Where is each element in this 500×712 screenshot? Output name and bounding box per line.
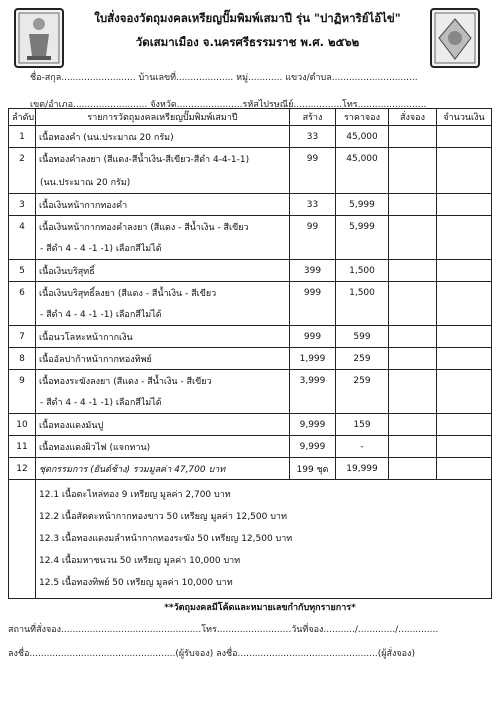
set-items-row: [9, 480, 492, 599]
amount-cell[interactable]: [437, 194, 492, 216]
row-desc: เนื้อเงินหน้ากากทองคำลงยา (สีแดง - สีน้ำเงิน - สีเขียว: [36, 216, 290, 238]
amount-cell[interactable]: [437, 370, 492, 392]
set-item: 12.2 เนื้อสัตตะหน้ากากทองขาว 50 เหรียญ มูลค่า 12,500 บาท: [39, 512, 287, 522]
order-cell[interactable]: [389, 436, 437, 458]
order-cell[interactable]: [389, 194, 437, 216]
col-header-no: ลำดับ: [9, 109, 36, 126]
table-row: [9, 260, 492, 282]
amount-cell[interactable]: [437, 414, 492, 436]
row-qty: 9,999: [290, 436, 336, 458]
row-price: 259: [336, 348, 389, 370]
table-row-continued: [9, 238, 492, 260]
order-cell[interactable]: [389, 348, 437, 370]
row-qty: 199 ชุด: [290, 458, 336, 480]
table-row: [9, 414, 492, 436]
row-no: 7: [9, 326, 36, 348]
order-cell[interactable]: [389, 126, 437, 148]
row-price: 45,000: [336, 126, 389, 148]
amount-cell[interactable]: [437, 458, 492, 480]
table-row: [9, 216, 492, 238]
row-qty: 399: [290, 260, 336, 282]
row-qty: 99: [290, 216, 336, 238]
set-item: 12.1 เนื้อตะไหล่ทอง 9 เหรียญ มูลค่า 2,700 บาท: [39, 490, 231, 500]
table-row: [9, 126, 492, 148]
table-row: [9, 194, 492, 216]
amount-cell[interactable]: [437, 348, 492, 370]
row-price: 5,999: [336, 216, 389, 238]
table-row: [9, 148, 492, 171]
table-row-continued: [9, 171, 492, 194]
amulet-logo-left: [14, 8, 64, 68]
row-no: 9: [9, 370, 36, 392]
row-qty: 99: [290, 148, 336, 171]
order-table: [8, 108, 492, 599]
set-items: [36, 480, 492, 599]
order-cell[interactable]: [389, 370, 437, 392]
row-qty: 33: [290, 126, 336, 148]
amount-cell[interactable]: [437, 260, 492, 282]
row-desc: เนื้อนวโลหะหน้ากากเงิน: [36, 326, 290, 348]
amount-cell[interactable]: [437, 436, 492, 458]
row-no: 8: [9, 348, 36, 370]
table-row: [9, 282, 492, 304]
row-price: 259: [336, 370, 389, 392]
order-cell[interactable]: [389, 414, 437, 436]
row-desc: เนื้อทองแดงผิวไฟ (แจกทาน): [36, 436, 290, 458]
col-header-made: สร้าง: [290, 109, 336, 126]
order-cell[interactable]: [389, 148, 437, 171]
row-qty: 33: [290, 194, 336, 216]
row-price: -: [336, 436, 389, 458]
row-qty: 999: [290, 326, 336, 348]
row-desc: เนื้อเงินบริสุทธิ์: [36, 260, 290, 282]
table-row: [9, 326, 492, 348]
set-item: 12.4 เนื้อมหาชนวน 50 เหรียญ มูลค่า 10,000 บาท: [39, 556, 241, 566]
row-desc: เนื้อเงินบริสุทธิ์ลงยา (สีแดง - สีน้ำเงิน - สีเขียว: [36, 282, 290, 304]
amulet-figure-icon: [16, 10, 62, 66]
col-header-amount: จำนวนเงิน: [437, 109, 492, 126]
row-desc-cont: (นน.ประมาณ 20 กรัม): [36, 171, 290, 194]
table-row-continued: [9, 304, 492, 326]
col-header-item: รายการวัตถุมงคลเหรียญปั๊มพิมพ์เสมาปี: [36, 109, 290, 126]
row-no: 5: [9, 260, 36, 282]
amount-cell[interactable]: [437, 126, 492, 148]
table-header-row: [9, 109, 492, 126]
table-row: [9, 436, 492, 458]
row-desc: เนื้อทองแดงมันปู: [36, 414, 290, 436]
row-qty: 999: [290, 282, 336, 304]
col-header-price: ราคาจอง: [336, 109, 389, 126]
order-cell[interactable]: [389, 282, 437, 304]
table-row-continued: [9, 392, 492, 414]
table-row: [9, 348, 492, 370]
form-line-name-address[interactable]: ชื่อ-สกุล.......................... บ้านเลขที่.................... หมู่............ แขวง/ตำบล..............................: [30, 73, 418, 83]
row-no: 2: [9, 148, 36, 171]
table-row-set: [9, 458, 492, 480]
table-row: [9, 370, 492, 392]
row-qty: 3,999: [290, 370, 336, 392]
row-no: 3: [9, 194, 36, 216]
row-no: 4: [9, 216, 36, 238]
form-line-district-province[interactable]: เขต/อำเภอ.......................... จังหวัด.......................รหัสไปรษณีย์.................โทร........................: [30, 100, 427, 110]
row-no: 11: [9, 436, 36, 458]
col-header-order: สั่งจอง: [389, 109, 437, 126]
row-qty: 9,999: [290, 414, 336, 436]
row-no: 12: [9, 458, 36, 480]
row-price: 19,999: [336, 458, 389, 480]
row-desc: เนื้อทองคำ (นน.ประมาณ 20 กรัม): [36, 126, 290, 148]
amulet-coin-icon: [432, 10, 478, 66]
row-qty: 1,999: [290, 348, 336, 370]
order-cell[interactable]: [389, 326, 437, 348]
code-note: **วัตถุมงคลมีโค้ดและหมายเลขกำกับทุกรายการ*: [164, 603, 356, 613]
row-desc-cont: - สีดำ 4 - 4 -1 -1) เลือกสีไม่ได้: [36, 392, 290, 414]
row-no: 10: [9, 414, 36, 436]
amount-cell[interactable]: [437, 148, 492, 171]
row-price: 1,500: [336, 260, 389, 282]
order-cell[interactable]: [389, 260, 437, 282]
order-cell[interactable]: [389, 216, 437, 238]
set-item: 12.5 เนื้อทองทิพย์ 50 เหรียญ มูลค่า 10,000 บาท: [39, 578, 233, 588]
footer-line-signatures[interactable]: ลงชื่อ...................................................(ผู้รับจอง) ลงชื่อ.................................................(ผู้สั่งจอง): [8, 649, 415, 659]
row-price: 599: [336, 326, 389, 348]
order-cell[interactable]: [389, 458, 437, 480]
row-desc-cont: - สีดำ 4 - 4 -1 -1) เลือกสีไม่ได้: [36, 304, 290, 326]
row-price: 159: [336, 414, 389, 436]
page-title: ใบสั่งจองวัตถุมงคลเหรียญปั๊มพิมพ์เสมาปี รุ่น "ปาฏิหาริย์ไอ้ไข่": [94, 11, 401, 25]
row-price: 45,000: [336, 148, 389, 171]
row-desc: เนื้อทองคำลงยา (สีแดง-สีน้ำเงิน-สีเขียว-สีดำ 4-4-1-1): [36, 148, 290, 171]
row-price: 5,999: [336, 194, 389, 216]
row-no: 6: [9, 282, 36, 304]
row-desc: เนื้อทองระฆังลงยา (สีแดง - สีน้ำเงิน - สีเขียว: [36, 370, 290, 392]
amulet-logo-right: [430, 8, 480, 68]
amount-cell[interactable]: [437, 326, 492, 348]
row-desc-cont: - สีดำ 4 - 4 -1 -1) เลือกสีไม่ได้: [36, 238, 290, 260]
amount-cell[interactable]: [437, 282, 492, 304]
set-desc: ชุดกรรมการ (ยันต์ช้าง) รวมมูลค่า 47,700 บาท: [36, 458, 290, 480]
temple-subtitle: วัดเสมาเมือง จ.นครศรีธรรมราช พ.ศ. ๒๕๖๒: [135, 35, 360, 49]
set-item: 12.3 เนื้อทองแดงมลำหน้ากากทองระฆัง 50 เหรียญ 12,500 บาท: [39, 534, 293, 544]
footer-line-place-date[interactable]: สถานที่สั่งจอง.................................................โทร..........................วันที่จอง.........../............./..............: [8, 625, 439, 635]
row-desc: เนื้ออัลปาก้าหน้ากากทองทิพย์: [36, 348, 290, 370]
row-no: 1: [9, 126, 36, 148]
row-desc: เนื้อเงินหน้ากากทองคำ: [36, 194, 290, 216]
row-price: 1,500: [336, 282, 389, 304]
amount-cell[interactable]: [437, 216, 492, 238]
